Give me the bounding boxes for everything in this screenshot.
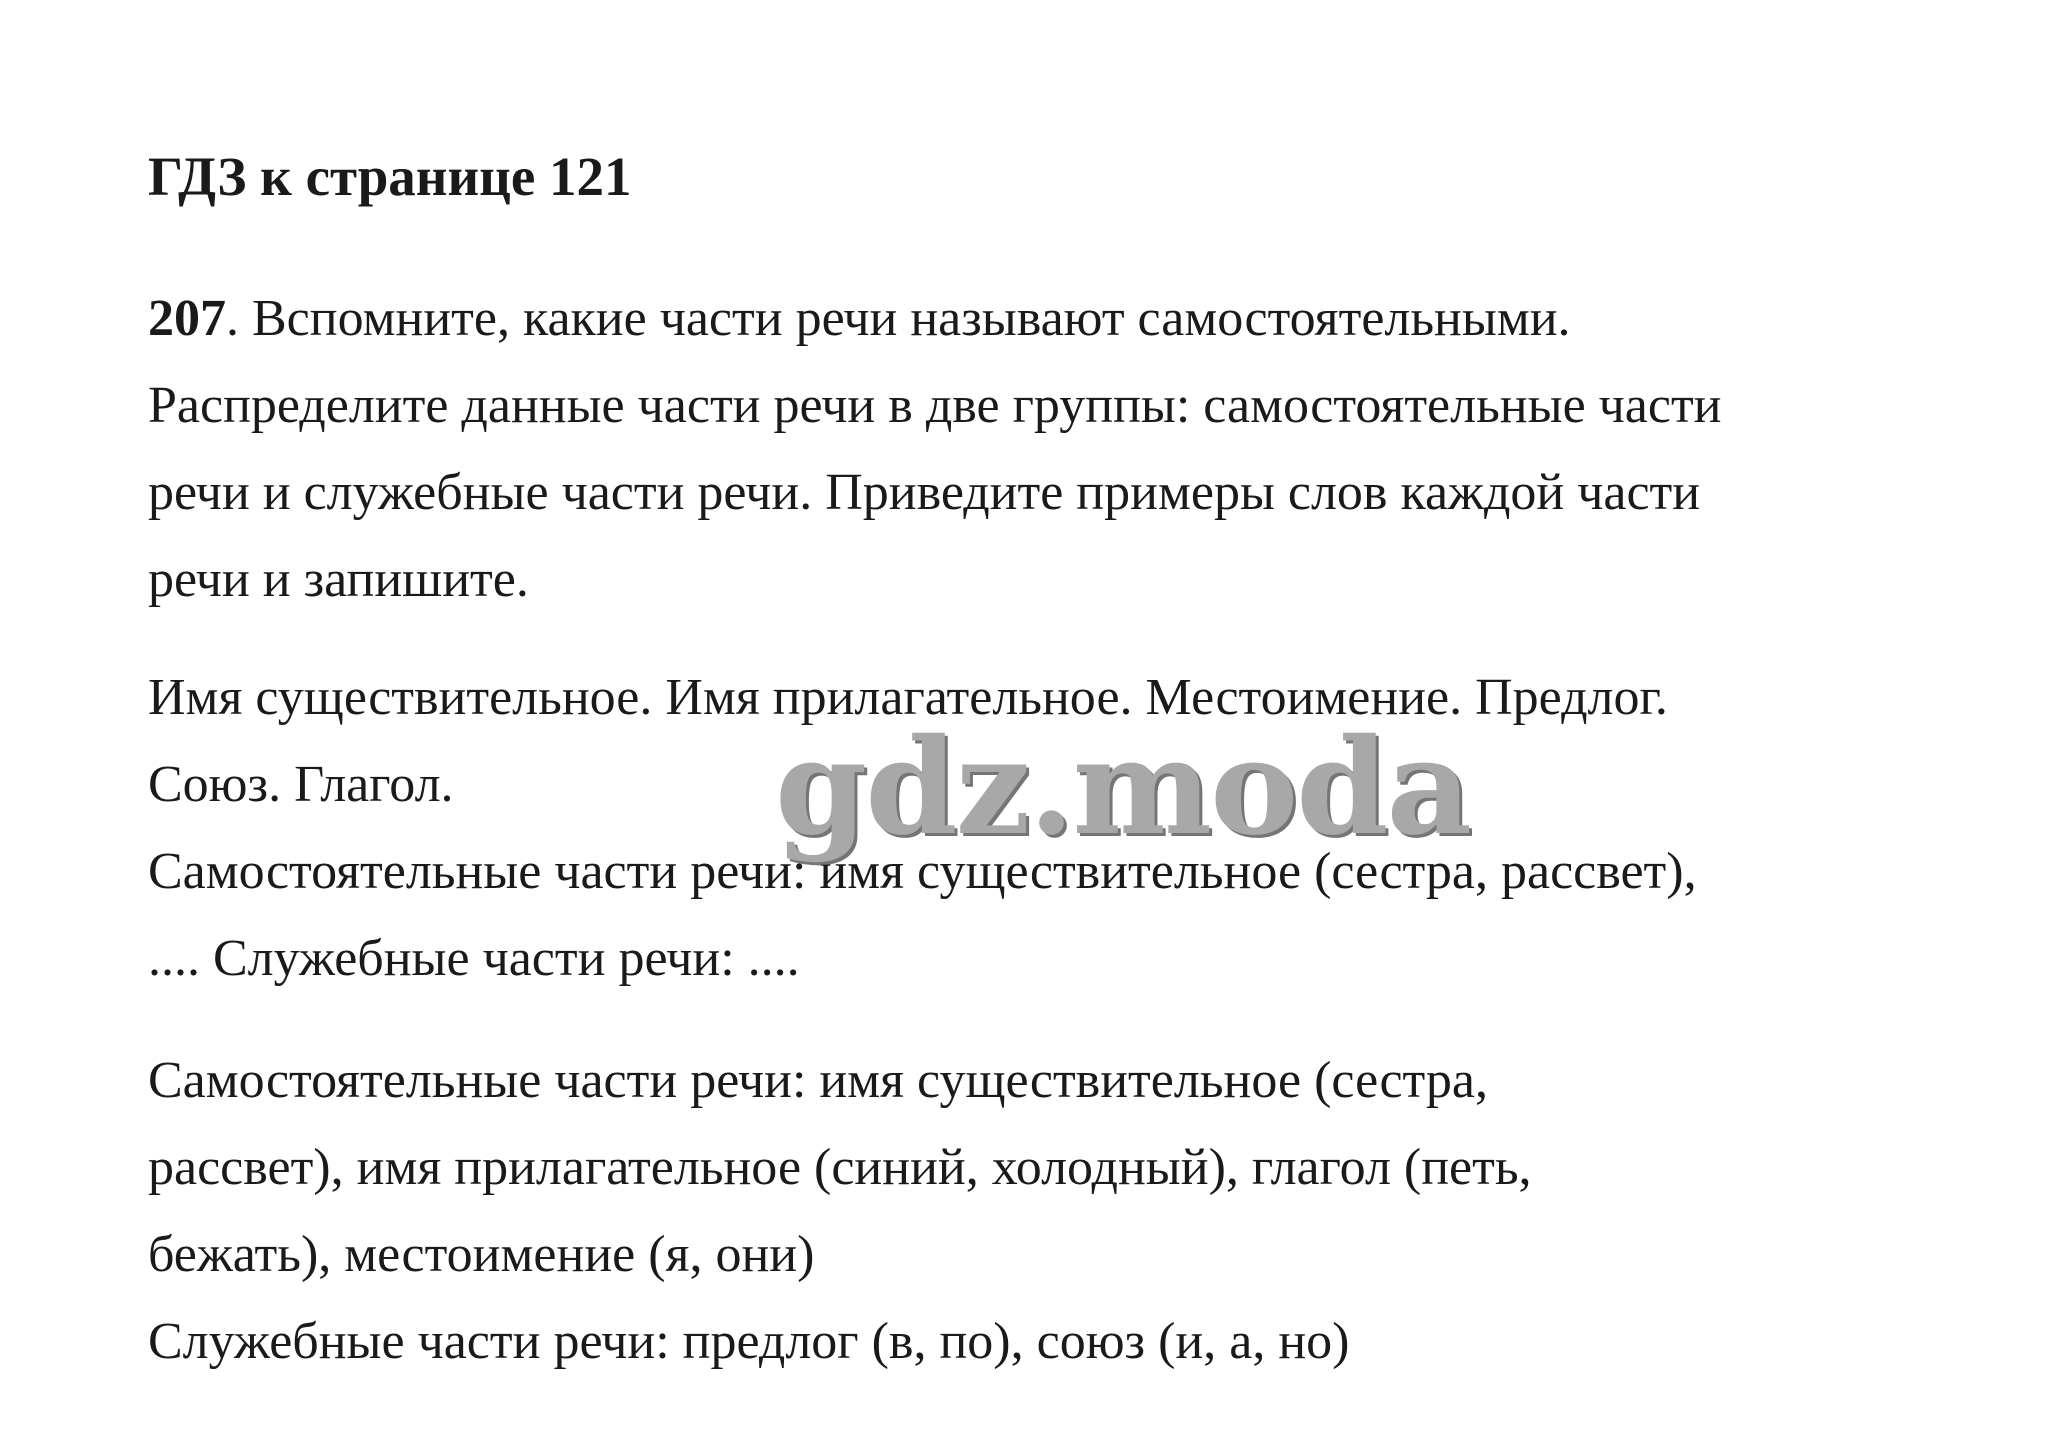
- list-line-1: Имя существительное. Имя прилагательное. Местоимение. Предлог.: [148, 669, 1668, 726]
- task-text-1: . Вспомните, какие части речи называют самостоятельными.: [226, 290, 1571, 347]
- page-title: ГДЗ к странице 121: [148, 146, 632, 207]
- answer-line-3: бежать), местоимение (я, они): [148, 1226, 815, 1283]
- answer-line-4: Служебные части речи: предлог (в, по), союз (и, а, но): [148, 1313, 1350, 1370]
- watermark-logo: gdz.moda: [775, 710, 1471, 865]
- task-line-4: речи и запишите.: [148, 551, 529, 608]
- task-line-3: речи и служебные части речи. Приведите примеры слов каждой части: [148, 464, 1701, 521]
- list-line-3: Самостоятельные части речи: имя существительное (сестра, рассвет),: [148, 843, 1697, 900]
- list-line-4: .... Служебные части речи: ....: [148, 930, 800, 987]
- parts-of-speech-paragraph: [148, 654, 1697, 1002]
- list-line-2: Союз. Глагол.: [148, 756, 454, 813]
- answer-line-2: рассвет), имя прилагательное (синий, холодный), глагол (петь,: [148, 1139, 1532, 1196]
- task-line-2: Распределите данные части речи в две группы: самостоятельные части: [148, 377, 1722, 434]
- answer-line-1: Самостоятельные части речи: имя существительное (сестра,: [148, 1052, 1488, 1109]
- task-number: 207: [148, 290, 226, 347]
- task-line-1: [148, 275, 1722, 362]
- answer-paragraph: [148, 1037, 1532, 1385]
- task-paragraph: [148, 275, 1722, 623]
- document-page: [148, 0, 1948, 1456]
